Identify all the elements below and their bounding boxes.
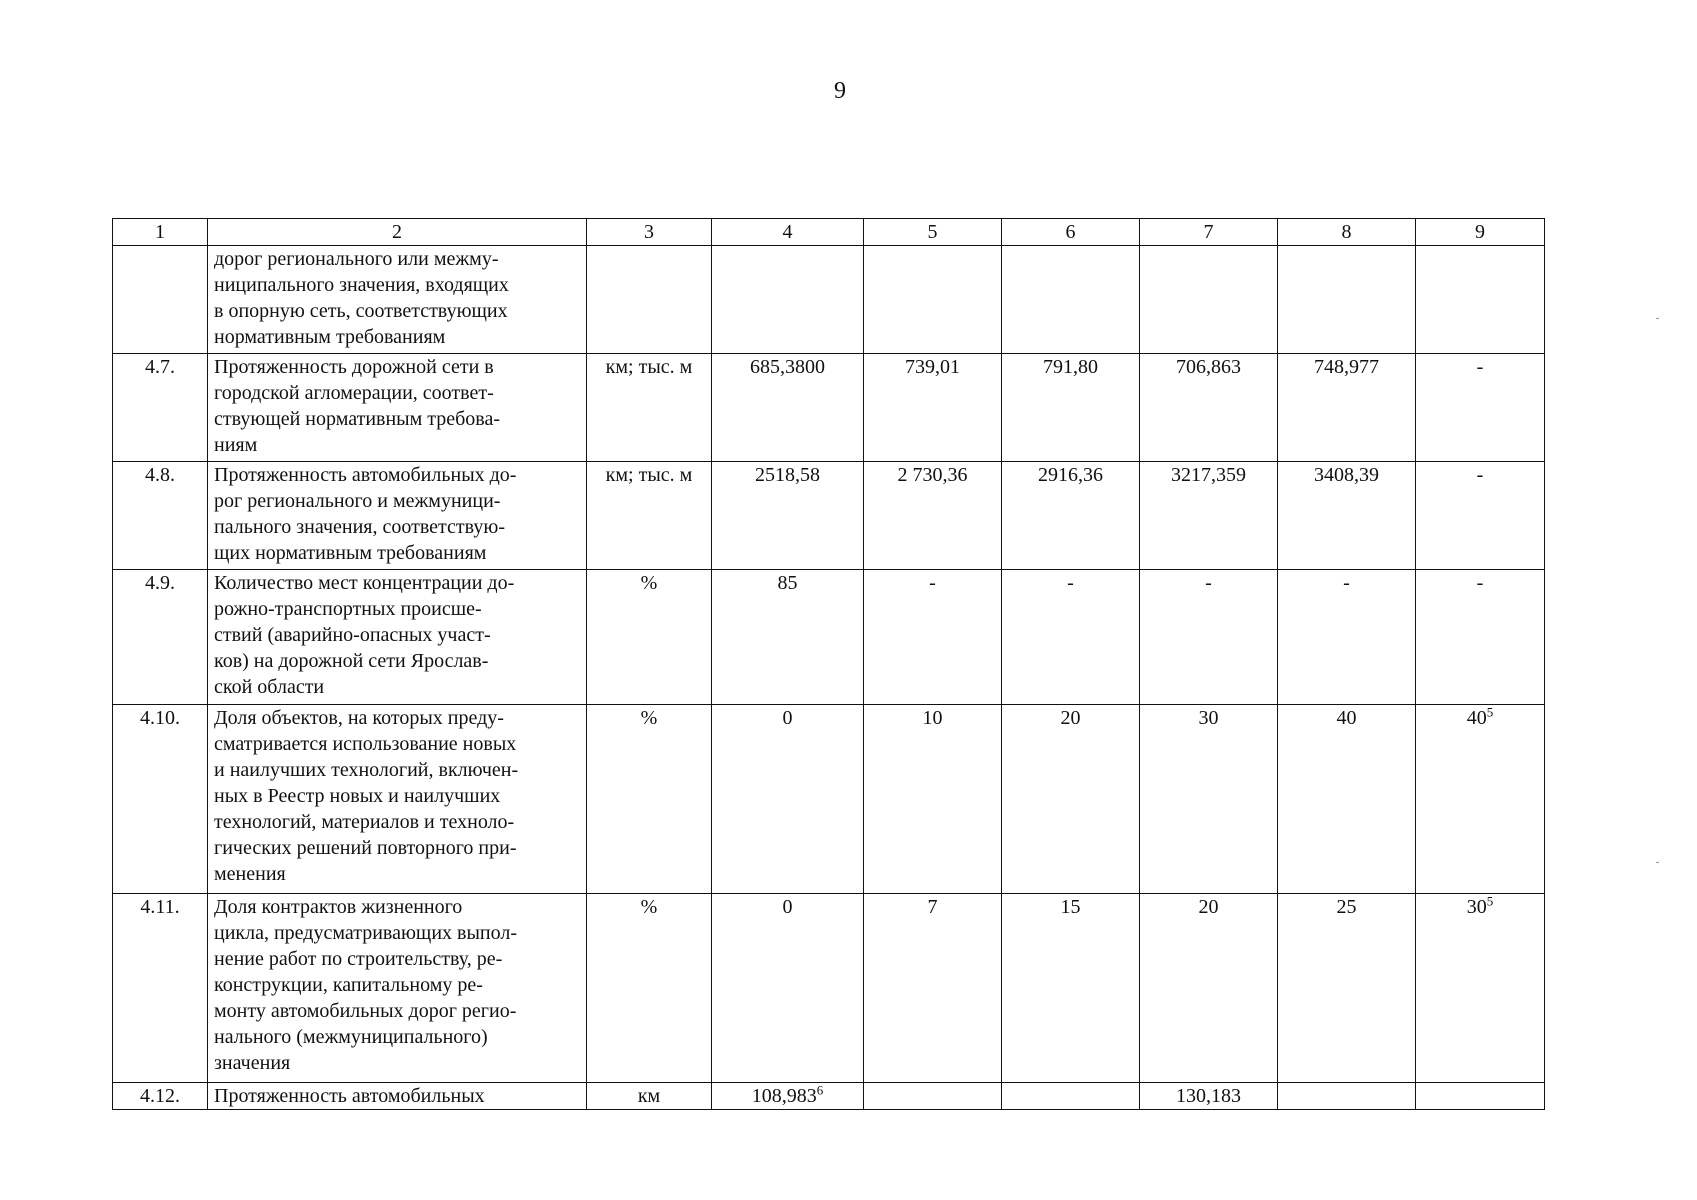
indicator-name-cell <box>208 570 587 705</box>
table-row <box>113 246 1545 354</box>
row-number-cell-text: 4.9. <box>145 572 175 594</box>
indicator-name-cell-text: Протяженность автомобильных <box>214 1085 485 1107</box>
value-cell-col9-text: - <box>1476 464 1484 486</box>
value-cell-col7 <box>1140 705 1278 894</box>
value-cell-col7-text: 20 <box>1198 896 1219 918</box>
value-cell-col6-text: 791,80 <box>1043 356 1098 378</box>
indicator-name-cell-text: Протяженность автомобильных до- рог регионального и межмуници- пального значения, соответствую- щих нормативным требованиям <box>214 464 517 564</box>
value-cell-col7 <box>1140 894 1278 1083</box>
value-cell-col7 <box>1140 462 1278 570</box>
value-cell-col7-text: 30 <box>1198 707 1219 729</box>
value-cell-col9 <box>1416 894 1545 1083</box>
indicator-name-cell-text: Протяженность дорожной сети в городской агломерации, соответ- ствующей нормативным требова- ниям <box>214 356 501 456</box>
value-cell-col7 <box>1140 570 1278 705</box>
header-cell: 9 <box>1416 219 1545 246</box>
value-cell-col5 <box>864 894 1002 1083</box>
indicator-name-cell-text: Количество мест концентрации до- рожно-транспортных происше- ствий (аварийно-опасных участ- ков) на дорожной сети Ярослав- ской области <box>214 572 515 698</box>
value-cell-col4 <box>712 570 864 705</box>
unit-cell-text: км; тыс. м <box>605 464 693 486</box>
value-cell-col5-text: - <box>929 572 936 594</box>
row-number-cell <box>113 894 208 1083</box>
value-cell-col9 <box>1416 705 1545 894</box>
unit-cell <box>587 462 712 570</box>
row-number-cell-text: 4.11. <box>140 896 180 918</box>
value-cell-col7 <box>1140 1083 1278 1110</box>
value-cell-col4-text: 0 <box>782 707 793 729</box>
table-row <box>113 462 1545 570</box>
value-cell-col4 <box>712 462 864 570</box>
scan-speck <box>1656 862 1659 863</box>
unit-cell <box>587 705 712 894</box>
row-number-cell <box>113 1083 208 1110</box>
table-row <box>113 570 1545 705</box>
value-cell-col6 <box>1002 894 1140 1083</box>
header-cell: 1 <box>113 219 208 246</box>
unit-cell-text: % <box>640 572 658 594</box>
table-row <box>113 354 1545 462</box>
unit-cell-text: км; тыс. м <box>605 356 693 378</box>
table-header-row <box>113 219 1545 246</box>
value-cell-col8-text: - <box>1343 572 1350 594</box>
header-cell: 3 <box>587 219 712 246</box>
unit-cell <box>587 570 712 705</box>
value-cell-col9-text: - <box>1476 356 1484 378</box>
indicators-table <box>112 218 1545 1110</box>
value-cell-col9-text: 40 <box>1466 707 1487 729</box>
footnote-marker: 6 <box>816 1082 824 1098</box>
value-cell-col4-text: 2518,58 <box>755 464 820 486</box>
value-cell-col5 <box>864 354 1002 462</box>
value-cell-col4 <box>712 705 864 894</box>
value-cell-col7 <box>1140 354 1278 462</box>
indicator-name-cell <box>208 462 587 570</box>
row-number-cell-text: 4.7. <box>145 356 175 378</box>
value-cell-col5 <box>864 1083 1002 1110</box>
value-cell-col6-text: 20 <box>1060 707 1081 729</box>
value-cell-col9-text: 30 <box>1466 896 1487 918</box>
unit-cell-text: км <box>637 1085 661 1107</box>
row-number-cell <box>113 705 208 894</box>
value-cell-col5-text: 7 <box>927 896 938 918</box>
value-cell-col6 <box>1002 1083 1140 1110</box>
row-number-cell <box>113 354 208 462</box>
value-cell-col9 <box>1416 1083 1545 1110</box>
footnote-marker: 5 <box>1486 704 1494 720</box>
page-number: 9 <box>834 78 846 104</box>
footnote-marker: 5 <box>1486 893 1494 909</box>
indicator-name-cell <box>208 354 587 462</box>
header-cell: 4 <box>712 219 864 246</box>
value-cell-col5-text: 739,01 <box>905 356 960 378</box>
value-cell-col4-text: 108,983 <box>751 1085 817 1107</box>
indicator-name-cell-text: Доля контрактов жизненного цикла, предусматривающих выпол- нение работ по строительству, ре- конструкции, капитальному ре- монту автомобильных дорог регио- нального (межмуниципального) значения <box>214 896 517 1074</box>
value-cell-col8 <box>1278 1083 1416 1110</box>
value-cell-col8-text: 3408,39 <box>1314 464 1379 486</box>
value-cell-col7-text: - <box>1205 572 1212 594</box>
value-cell-col8 <box>1278 246 1416 354</box>
header-cell: 6 <box>1002 219 1140 246</box>
value-cell-col8-text: 748,977 <box>1314 356 1379 378</box>
table-row <box>113 705 1545 894</box>
value-cell-col7-text: 3217,359 <box>1171 464 1246 486</box>
value-cell-col6 <box>1002 462 1140 570</box>
indicator-name-cell-text: дорог регионального или межму- ниципального значения, входящих в опорную сеть, соответствующих нормативным требованиям <box>214 248 509 348</box>
value-cell-col4 <box>712 354 864 462</box>
value-cell-col5 <box>864 570 1002 705</box>
value-cell-col5-text: 2 730,36 <box>897 464 968 486</box>
value-cell-col6-text: 15 <box>1060 896 1081 918</box>
value-cell-col8 <box>1278 894 1416 1083</box>
table-row <box>113 1083 1545 1110</box>
value-cell-col6-text: - <box>1067 572 1074 594</box>
row-number-cell <box>113 246 208 354</box>
header-cell: 5 <box>864 219 1002 246</box>
header-cell: 2 <box>208 219 587 246</box>
value-cell-col4 <box>712 1083 864 1110</box>
indicator-name-cell-text: Доля объектов, на которых преду- сматривается использование новых и наилучших технологий, включен- ных в Реестр новых и наилучших технологий, материалов и техноло- гических решений повторного при- менения <box>214 707 519 885</box>
value-cell-col9 <box>1416 570 1545 705</box>
table-row <box>113 894 1545 1083</box>
value-cell-col6 <box>1002 570 1140 705</box>
value-cell-col4 <box>712 894 864 1083</box>
value-cell-col8 <box>1278 354 1416 462</box>
value-cell-col6 <box>1002 246 1140 354</box>
value-cell-col7-text: 706,863 <box>1176 356 1241 378</box>
value-cell-col4-text: 0 <box>782 896 793 918</box>
indicator-name-cell <box>208 894 587 1083</box>
indicator-name-cell <box>208 1083 587 1110</box>
value-cell-col5 <box>864 705 1002 894</box>
value-cell-col8 <box>1278 570 1416 705</box>
value-cell-col9-text: - <box>1476 572 1484 594</box>
row-number-cell <box>113 570 208 705</box>
unit-cell <box>587 354 712 462</box>
value-cell-col7 <box>1140 246 1278 354</box>
row-number-cell-text: 4.10. <box>140 707 180 729</box>
value-cell-col5 <box>864 246 1002 354</box>
value-cell-col9 <box>1416 462 1545 570</box>
value-cell-col9 <box>1416 354 1545 462</box>
value-cell-col6 <box>1002 354 1140 462</box>
value-cell-col8 <box>1278 462 1416 570</box>
value-cell-col4-text: 685,3800 <box>750 356 825 378</box>
value-cell-col4 <box>712 246 864 354</box>
indicator-name-cell <box>208 246 587 354</box>
scan-speck <box>1656 318 1659 319</box>
value-cell-col7-text: 130,183 <box>1176 1085 1241 1107</box>
unit-cell <box>587 1083 712 1110</box>
row-number-cell <box>113 462 208 570</box>
value-cell-col9 <box>1416 246 1545 354</box>
unit-cell-text: % <box>640 707 658 729</box>
value-cell-col8 <box>1278 705 1416 894</box>
value-cell-col8-text: 25 <box>1336 896 1357 918</box>
header-cell: 8 <box>1278 219 1416 246</box>
indicator-name-cell <box>208 705 587 894</box>
value-cell-col5-text: 10 <box>922 707 943 729</box>
header-cell: 7 <box>1140 219 1278 246</box>
unit-cell-text: % <box>640 896 658 918</box>
value-cell-col6-text: 2916,36 <box>1038 464 1103 486</box>
value-cell-col4-text: 85 <box>777 572 798 594</box>
value-cell-col6 <box>1002 705 1140 894</box>
row-number-cell-text: 4.12. <box>140 1085 180 1107</box>
value-cell-col5 <box>864 462 1002 570</box>
value-cell-col8-text: 40 <box>1336 707 1357 729</box>
unit-cell <box>587 894 712 1083</box>
unit-cell <box>587 246 712 354</box>
table-body <box>113 246 1545 1110</box>
row-number-cell-text: 4.8. <box>145 464 175 486</box>
